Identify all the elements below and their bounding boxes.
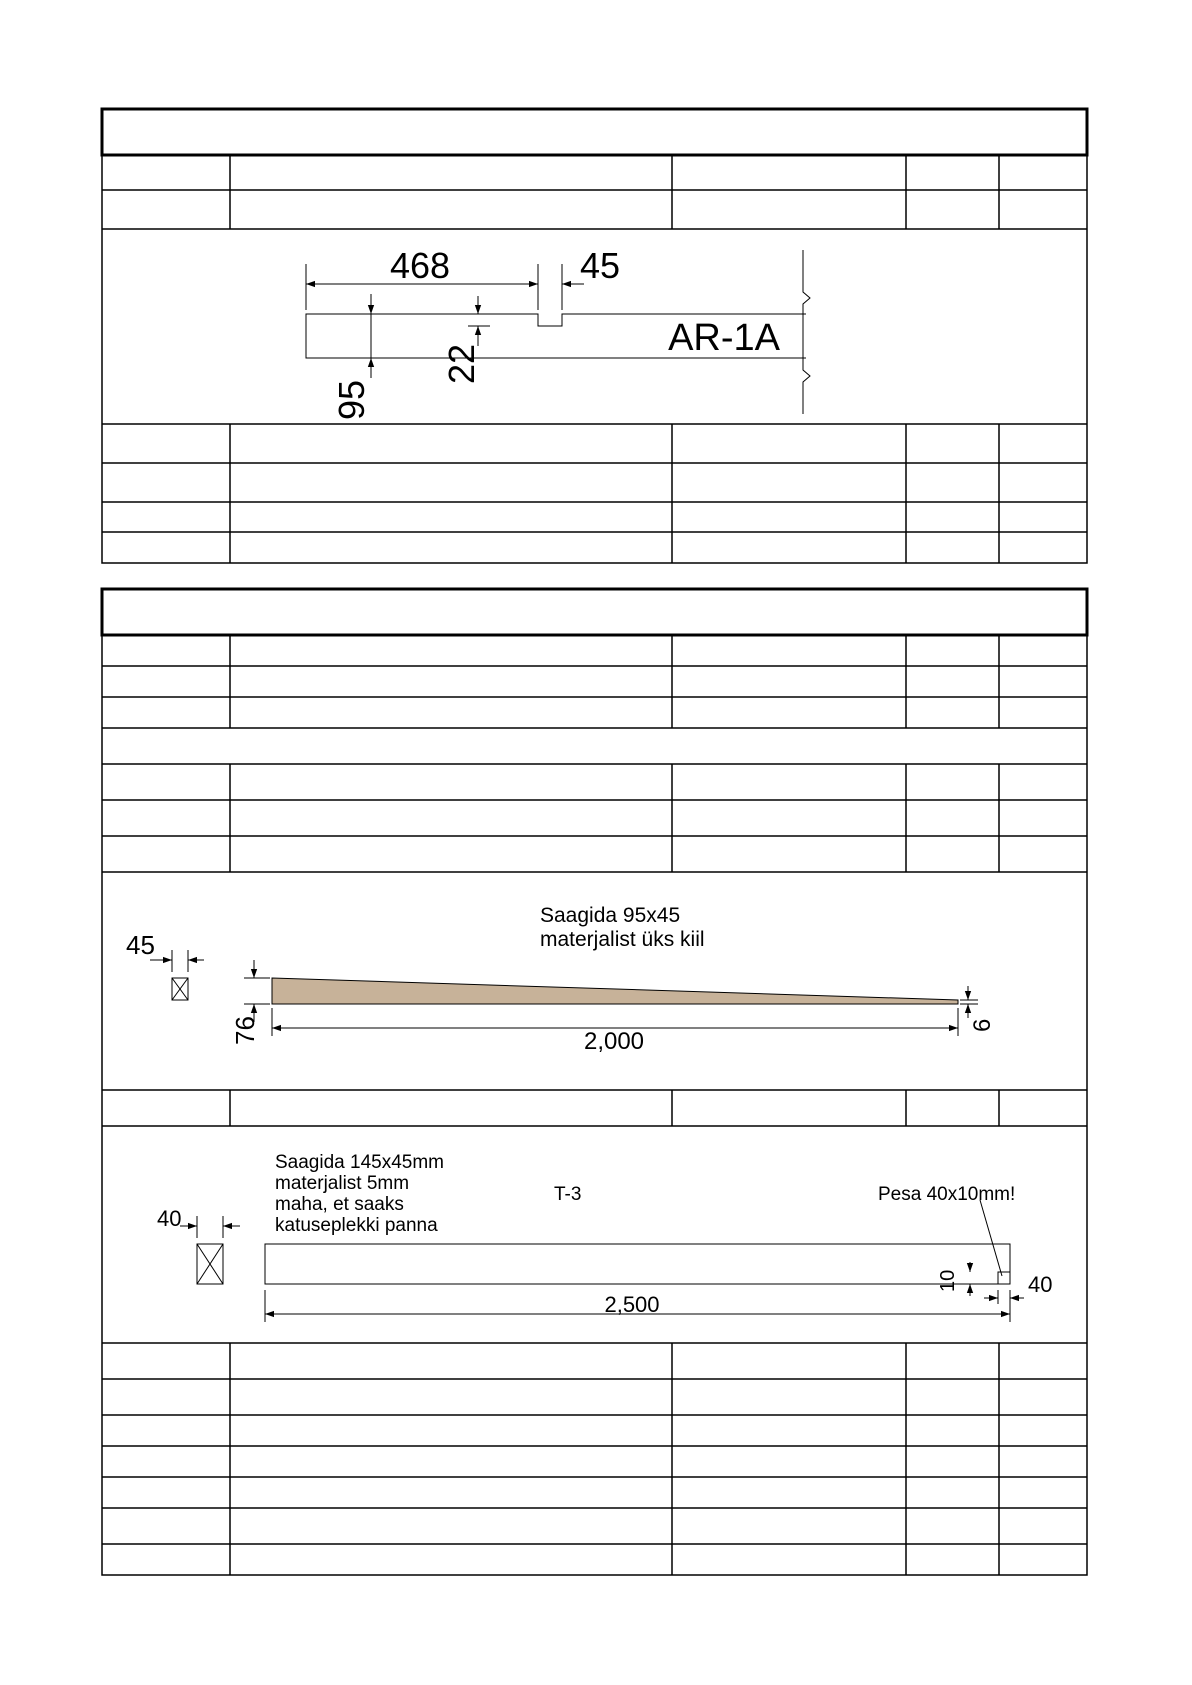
t3-dim-10-label: 10 <box>937 1269 959 1292</box>
t3-part-label: T-3 <box>554 1184 582 1205</box>
t3-note-line-4: katuseplekki panna <box>275 1215 438 1236</box>
t3-dim-2500-label: 2,500 <box>604 1292 660 1317</box>
wedge-note-line-2: materjalist üks kiil <box>540 928 705 951</box>
t3-dim-socket-40-label: 40 <box>1028 1272 1053 1297</box>
drawing-wedge <box>126 904 996 1055</box>
dim-22-label: 22 <box>441 343 482 384</box>
t3-socket-note: Pesa 40x10mm! <box>878 1184 1016 1205</box>
t3-dim-40-label: 40 <box>157 1206 182 1231</box>
t3-beam <box>265 1244 1010 1284</box>
table-1-header <box>102 109 1087 155</box>
wedge-dim-6-label: 6 <box>969 1018 996 1032</box>
wedge-note-line-1: Saagida 95x45 <box>540 904 681 927</box>
wedge-dim-76-label: 76 <box>230 1016 260 1045</box>
dim-45-notch-label: 45 <box>580 245 621 286</box>
wedge-dim-45-label: 45 <box>126 930 155 960</box>
t3-note-line-3: maha, et saaks <box>275 1194 404 1215</box>
wedge-dim-2000-label: 2,000 <box>583 1028 645 1055</box>
table-2-header <box>102 589 1087 635</box>
drawing-ar-1a <box>306 245 810 420</box>
part-label-ar-1a: AR-1A <box>668 317 780 359</box>
drawing-t-3 <box>157 1152 1052 1322</box>
table-1 <box>102 109 1087 563</box>
table-2 <box>102 589 1087 1575</box>
t3-note-line-2: materjalist 5mm <box>275 1173 410 1194</box>
dim-468-label: 468 <box>389 245 451 286</box>
dim-95-label: 95 <box>331 379 372 420</box>
wedge-shape <box>272 978 958 1004</box>
t3-note-line-1: Saagida 145x45mm <box>275 1152 444 1173</box>
